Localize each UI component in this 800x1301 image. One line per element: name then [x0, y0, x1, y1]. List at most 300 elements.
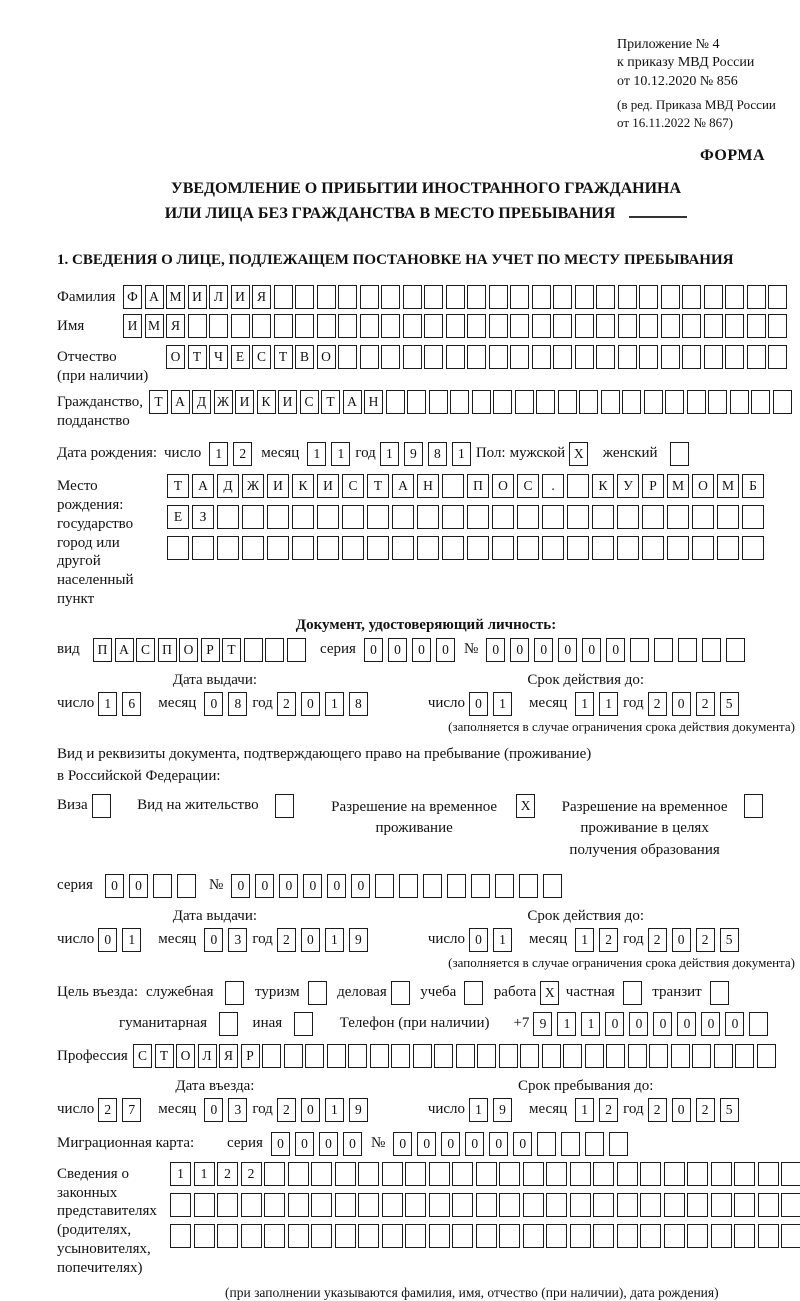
form-cell: 1 [325, 692, 344, 716]
form-cell: 1 [331, 442, 350, 466]
doc-issue-title: Дата выдачи: [172, 671, 258, 688]
form-cell: 0 [295, 1132, 314, 1156]
form-cell [209, 314, 228, 338]
form-cell [264, 1162, 285, 1186]
form-cell[interactable]: 9 [533, 1012, 552, 1036]
form-cell [476, 1162, 497, 1186]
purpose-tourism-checkbox[interactable] [308, 981, 330, 1005]
name-cells [123, 314, 790, 338]
form-cell [639, 345, 658, 369]
representatives-label: представителях [57, 1203, 157, 1220]
form-cell[interactable] [623, 981, 642, 1005]
form-cell: 0 [672, 692, 691, 716]
form-cell: Р [201, 638, 220, 662]
birthplace-label: государство [57, 515, 134, 532]
form-cell[interactable]: 0 [653, 1012, 672, 1036]
form-cell [452, 1193, 473, 1217]
form-cell: И [267, 474, 289, 498]
profession-cells [133, 1044, 778, 1068]
form-cell [338, 314, 357, 338]
form-cell: 8 [349, 692, 368, 716]
form-cell: М [667, 474, 689, 498]
form-cell [717, 536, 739, 560]
doc-num-cells [486, 638, 750, 662]
form-cell: С [517, 474, 539, 498]
form-cell: 9 [349, 1098, 368, 1122]
form-cell [405, 1162, 426, 1186]
purpose-other-checkbox[interactable] [294, 1012, 316, 1036]
purpose-humanitarian-checkbox[interactable] [219, 1012, 241, 1036]
form-cell [424, 314, 443, 338]
form-cell: 9 [404, 442, 423, 466]
form-cell: 0 [319, 1132, 338, 1156]
form-cell [622, 390, 641, 414]
form-cell: 0 [351, 874, 370, 898]
form-cell: 1 [325, 1098, 344, 1122]
form-cell [405, 1224, 426, 1248]
representatives-cells-row-3 [170, 1224, 800, 1248]
form-cell [317, 505, 339, 529]
form-cell [665, 390, 684, 414]
form-cell [726, 638, 745, 662]
form-cell [287, 638, 306, 662]
doc-expiry-year-cells [648, 692, 744, 716]
form-cell: 1 [122, 928, 141, 952]
form-cell [517, 505, 539, 529]
form-cell [517, 536, 539, 560]
form-cell: 1 [493, 692, 512, 716]
form-cell [492, 505, 514, 529]
form-cell [642, 536, 664, 560]
form-cell[interactable] [670, 442, 689, 466]
form-cell [367, 505, 389, 529]
birthdate-year-cells [380, 442, 476, 466]
form-cell [367, 536, 389, 560]
form-cell: А [115, 638, 134, 662]
form-cell [434, 1044, 453, 1068]
form-cell [742, 505, 764, 529]
phone-prefix: +7 [513, 1014, 530, 1031]
form-cell [537, 1132, 556, 1156]
form-cell[interactable] [308, 981, 327, 1005]
form-cell [575, 285, 594, 309]
form-cell [725, 314, 744, 338]
form-cell [317, 314, 336, 338]
purpose-business-label: деловая [337, 983, 387, 1000]
stay-month-cells [575, 1098, 623, 1122]
migration-seria-cells [271, 1132, 367, 1156]
purpose-official-checkbox[interactable] [225, 981, 247, 1005]
form-cell [596, 314, 615, 338]
visa-checkbox[interactable] [92, 794, 114, 818]
form-cell [654, 638, 673, 662]
form-cell [639, 314, 658, 338]
form-cell [456, 1044, 475, 1068]
form-cell [734, 1224, 755, 1248]
form-cell [567, 474, 589, 498]
form-cell: Я [252, 285, 271, 309]
form-cell [664, 1224, 685, 1248]
purpose-private-checkbox[interactable] [623, 981, 645, 1005]
form-cell: Е [167, 505, 189, 529]
form-cell: О [317, 345, 336, 369]
citizenship-cells [149, 390, 794, 414]
form-cell [252, 314, 271, 338]
form-cell [217, 1193, 238, 1217]
form-cell [725, 345, 744, 369]
form-cell: 0 [672, 928, 691, 952]
year-label: год [623, 694, 644, 711]
form-cell [570, 1162, 591, 1186]
form-cell[interactable] [464, 981, 483, 1005]
form-cell [446, 345, 465, 369]
form-cell [413, 1044, 432, 1068]
form-cell [217, 505, 239, 529]
form-cell: И [188, 285, 207, 309]
form-cell [510, 285, 529, 309]
residence-expiry-date-group [428, 908, 744, 952]
form-cell[interactable] [749, 1012, 768, 1036]
entry-month-cells [204, 1098, 252, 1122]
form-cell[interactable]: 0 [605, 1012, 624, 1036]
form-cell [682, 314, 701, 338]
form-cell [579, 390, 598, 414]
form-cell: 1 [98, 692, 117, 716]
form-cell: П [158, 638, 177, 662]
form-cell [241, 1224, 262, 1248]
sex-male-checkbox[interactable] [569, 442, 591, 466]
form-cell [477, 1044, 496, 1068]
residence-issue-day-cells [98, 928, 146, 952]
form-cell: 0 [412, 638, 431, 662]
form-cell: 1 [452, 442, 471, 466]
header-line: к приказу МВД России [617, 55, 755, 71]
form-cell [734, 1193, 755, 1217]
form-cell [532, 314, 551, 338]
phone-label: Телефон (при наличии) [339, 1014, 490, 1031]
form-cell [692, 536, 714, 560]
form-cell [609, 1132, 628, 1156]
title-line-1: УВЕДОМЛЕНИЕ О ПРИБЫТИИ ИНОСТРАННОГО ГРАЖДАНИНА [170, 179, 682, 197]
form-cell [606, 1044, 625, 1068]
form-cell: 1 [575, 1098, 594, 1122]
doc-expiry-day-cells [469, 692, 517, 716]
temp-residence-education-checkbox[interactable] [744, 794, 766, 818]
form-cell: С [136, 638, 155, 662]
form-cell [424, 285, 443, 309]
form-cell[interactable] [710, 981, 729, 1005]
form-cell [546, 1193, 567, 1217]
migration-seria-label: серия [227, 1134, 263, 1151]
doc-issue-month-cells [204, 692, 252, 716]
purpose-transit-checkbox[interactable] [710, 981, 732, 1005]
form-cell: И [278, 390, 297, 414]
form-cell [338, 345, 357, 369]
form-cell [295, 285, 314, 309]
form-cell: О [176, 1044, 195, 1068]
form-cell[interactable] [219, 1012, 238, 1036]
entry-day-cells [98, 1098, 146, 1122]
form-cell[interactable] [92, 794, 111, 818]
form-cell: З [192, 505, 214, 529]
purpose-work-checkbox[interactable] [540, 981, 562, 1005]
form-cell [288, 1162, 309, 1186]
form-cell[interactable] [391, 981, 410, 1005]
form-cell[interactable]: 1 [557, 1012, 576, 1036]
surname-label: Фамилия [57, 289, 116, 306]
form-cell: 1 [575, 692, 594, 716]
form-cell [734, 1162, 755, 1186]
form-cell [570, 1193, 591, 1217]
form-cell [167, 536, 189, 560]
phone-cells[interactable] [533, 1012, 773, 1036]
form-cell: 1 [575, 928, 594, 952]
temp-residence-label: Разрешение на временное проживание [331, 798, 498, 837]
form-cell: 0 [364, 638, 383, 662]
form-cell [274, 314, 293, 338]
form-cell: 0 [303, 874, 322, 898]
form-cell [661, 345, 680, 369]
form-cell [405, 1193, 426, 1217]
representatives-cells-row-1 [170, 1162, 800, 1186]
entry-year-cells [277, 1098, 373, 1122]
form-cell [642, 505, 664, 529]
patronymic-label: Отчество [57, 349, 117, 366]
form-cell [725, 285, 744, 309]
form-cell[interactable] [275, 794, 294, 818]
form-cell [628, 1044, 647, 1068]
residence-num-cells [231, 874, 567, 898]
form-cell: 8 [228, 692, 247, 716]
residence-permit-label: Вид на жительство [137, 796, 259, 813]
form-cell [429, 1162, 450, 1186]
residence-expiry-note: (заполняется в случае ограничения срока действия документа) [448, 954, 795, 970]
form-cell [452, 1224, 473, 1248]
form-cell: Я [219, 1044, 238, 1068]
form-cell [553, 345, 572, 369]
form-cell: Т [321, 390, 340, 414]
form-cell [192, 536, 214, 560]
form-cell [447, 874, 466, 898]
form-cell [493, 390, 512, 414]
form-cell [758, 1224, 779, 1248]
form-cell [711, 1162, 732, 1186]
form-cell [532, 345, 551, 369]
residence-expiry-title: Срок действия до: [527, 907, 645, 924]
header-line: Приложение № 4 [617, 37, 720, 52]
purpose-tourism-label: туризм [254, 983, 300, 1000]
form-cell: 3 [228, 928, 247, 952]
form-cell [747, 345, 766, 369]
temp-residence-option [320, 794, 538, 841]
form-cell [758, 1162, 779, 1186]
year-label: год [623, 930, 644, 947]
form-cell [305, 1044, 324, 1068]
form-cell [708, 390, 727, 414]
doc-type-label: вид [57, 640, 80, 657]
form-cell [687, 1162, 708, 1186]
form-cell [520, 1044, 539, 1068]
form-cell: 0 [105, 874, 124, 898]
form-cell [542, 505, 564, 529]
form-cell [747, 314, 766, 338]
doc-issue-year-cells [277, 692, 373, 716]
form-cell: Ж [242, 474, 264, 498]
form-cell[interactable]: 1 [581, 1012, 600, 1036]
form-cell[interactable] [294, 1012, 313, 1036]
form-cell [575, 345, 594, 369]
form-cell[interactable] [744, 794, 763, 818]
residence-permit-checkbox[interactable] [275, 794, 297, 818]
form-cell: 0 [343, 1132, 362, 1156]
document-title [57, 177, 795, 227]
form-cell [661, 285, 680, 309]
form-cell [747, 285, 766, 309]
form-cell [403, 285, 422, 309]
form-cell [567, 536, 589, 560]
form-cell: Е [231, 345, 250, 369]
migration-num-label: № [370, 1134, 386, 1151]
form-cell: Б [742, 474, 764, 498]
birthdate-day-cells [209, 442, 257, 466]
form-cell [667, 536, 689, 560]
form-cell [678, 638, 697, 662]
form-cell [342, 505, 364, 529]
form-cell: 0 [204, 928, 223, 952]
form-cell [558, 390, 577, 414]
header-subline: от 16.11.2022 № 867) [617, 114, 734, 130]
form-cell [702, 638, 721, 662]
form-cell [640, 1224, 661, 1248]
form-cell: А [192, 474, 214, 498]
form-cell[interactable]: X [516, 794, 535, 818]
residence-issue-year-cells [277, 928, 373, 952]
doc-expiry-title: Срок действия до: [527, 671, 645, 688]
form-cell [781, 1224, 800, 1248]
birthplace-cells-row-3 [167, 536, 767, 560]
form-cell [618, 314, 637, 338]
representatives-label: законных [57, 1184, 118, 1201]
form-cell [592, 505, 614, 529]
form-cell [335, 1193, 356, 1217]
form-cell [510, 314, 529, 338]
form-cell[interactable]: X [540, 981, 559, 1005]
form-cell: Т [167, 474, 189, 498]
form-cell[interactable]: 0 [629, 1012, 648, 1036]
purpose-private-label: частная [565, 983, 615, 1000]
form-cell [711, 1224, 732, 1248]
form-cell: 9 [493, 1098, 512, 1122]
form-cell[interactable]: 0 [701, 1012, 720, 1036]
representatives-label: Сведения о [57, 1165, 129, 1182]
form-cell [472, 390, 491, 414]
year-label: год [623, 1100, 644, 1117]
form-cell [403, 345, 422, 369]
form-cell: 3 [228, 1098, 247, 1122]
form-cell [370, 1044, 389, 1068]
form-cell: М [717, 474, 739, 498]
form-cell [617, 1162, 638, 1186]
form-cell [288, 1193, 309, 1217]
form-cell [667, 505, 689, 529]
representatives-cells-row-2 [170, 1193, 800, 1217]
form-cell: О [179, 638, 198, 662]
purpose-business-checkbox[interactable] [391, 981, 413, 1005]
form-cell [327, 1044, 346, 1068]
form-cell [596, 285, 615, 309]
form-cell [492, 536, 514, 560]
doc-num-label: № [463, 640, 479, 657]
form-cell: 0 [486, 638, 505, 662]
form-cell [593, 1193, 614, 1217]
form-cell[interactable]: 0 [725, 1012, 744, 1036]
form-cell: И [231, 285, 250, 309]
form-cell: Р [642, 474, 664, 498]
form-cell: Ч [209, 345, 228, 369]
section-1-heading: 1. СВЕДЕНИЯ О ЛИЦЕ, ПОДЛЕЖАЩЕМ ПОСТАНОВКЕ НА УЧЕТ ПО МЕСТУ ПРЕБЫВАНИЯ [57, 252, 734, 269]
residence-expiry-day-cells [469, 928, 517, 952]
form-cell: 2 [648, 1098, 667, 1122]
form-cell: 0 [301, 1098, 320, 1122]
birthdate-month-label: месяц [261, 445, 300, 462]
residence-doc-intro [57, 743, 795, 788]
form-cell [495, 874, 514, 898]
sex-female-checkbox[interactable] [670, 442, 692, 466]
doc-seria-cells [364, 638, 460, 662]
form-cell [476, 1193, 497, 1217]
birthplace-cells-row-2 [167, 505, 767, 529]
form-cell [452, 1162, 473, 1186]
form-cell [311, 1224, 332, 1248]
form-cell: 0 [301, 928, 320, 952]
form-cell [489, 345, 508, 369]
birthdate-day-label: число [164, 445, 202, 462]
form-cell [758, 1193, 779, 1217]
form-cell: С [342, 474, 364, 498]
form-cell [553, 314, 572, 338]
year-label: год [252, 930, 273, 947]
form-cell: О [492, 474, 514, 498]
temp-residence-checkbox[interactable] [516, 794, 538, 818]
form-cell [264, 1224, 285, 1248]
form-cell [585, 1132, 604, 1156]
form-cell: 2 [233, 442, 252, 466]
form-cell: 2 [98, 1098, 117, 1122]
form-cell: М [145, 314, 164, 338]
form-cell [630, 638, 649, 662]
stay-day-cells [469, 1098, 517, 1122]
visa-option [57, 794, 113, 818]
form-cell [546, 1162, 567, 1186]
form-cell [381, 345, 400, 369]
birthplace-label: город или другой [57, 534, 120, 570]
form-cell [194, 1193, 215, 1217]
form-cell [704, 345, 723, 369]
form-cell: С [252, 345, 271, 369]
doc-expiry-month-cells [575, 692, 623, 716]
form-cell: Н [364, 390, 383, 414]
form-cell [471, 874, 490, 898]
form-cell [499, 1193, 520, 1217]
purpose-study-checkbox[interactable] [464, 981, 486, 1005]
form-cell[interactable]: 0 [677, 1012, 696, 1036]
migration-num-cells [393, 1132, 633, 1156]
form-cell [773, 390, 792, 414]
form-cell [781, 1162, 800, 1186]
form-cell[interactable]: X [569, 442, 588, 466]
form-cell[interactable] [225, 981, 244, 1005]
day-label: число [427, 694, 466, 711]
